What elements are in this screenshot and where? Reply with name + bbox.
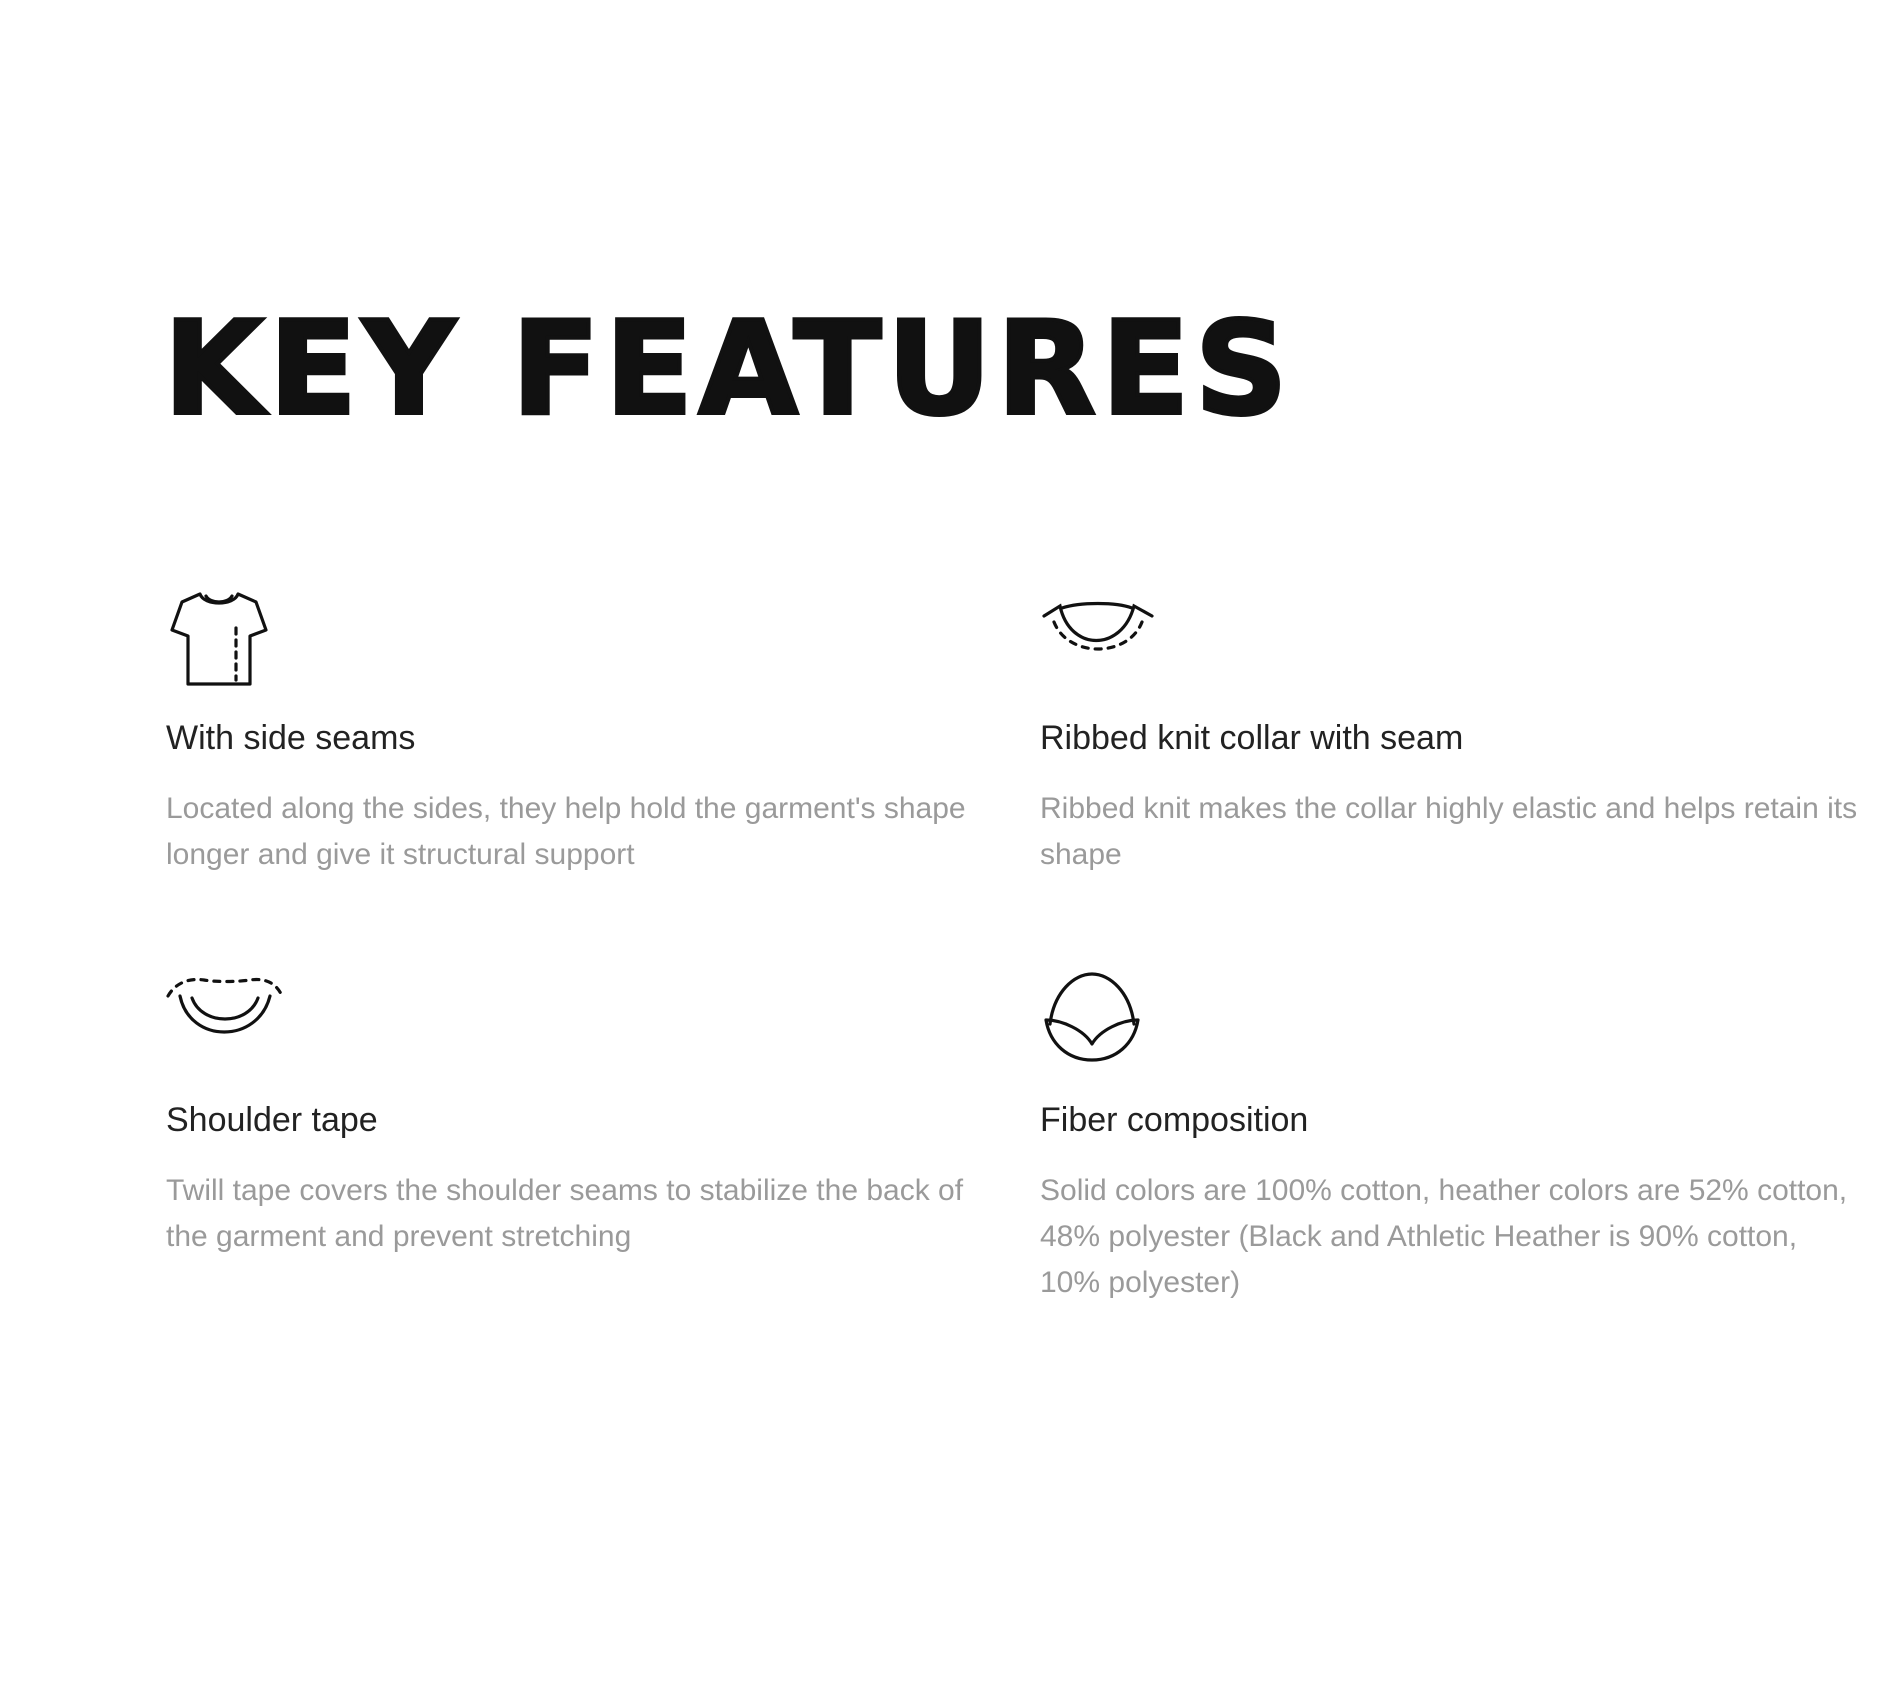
feature-heading: Ribbed knit collar with seam — [1040, 719, 1464, 757]
feature-ribbed-collar — [1040, 586, 1860, 871]
feature-description: Twill tape covers the shoulder seams to stabilize the back of the garment and prevent stretching — [166, 1174, 964, 1253]
feature-description: Solid colors are 100% cotton, heather colors are 52% cotton, 48% polyester (Black and Athletic Heather is 90% cotton, 10% polyester) — [1040, 1174, 1848, 1299]
page-title: KEY FEATURES — [164, 295, 1294, 444]
feature-heading: With side seams — [166, 719, 416, 757]
feature-description: Located along the sides, they help hold the garment's shape longer and give it structural support — [166, 792, 966, 871]
ribbed-collar-icon — [1040, 586, 1160, 696]
feature-heading: Fiber composition — [1040, 1101, 1309, 1139]
cotton-fiber-icon — [1040, 968, 1160, 1078]
feature-heading: Shoulder tape — [166, 1101, 378, 1139]
t-shirt-side-seam-icon — [166, 586, 286, 696]
feature-fiber-composition — [1040, 968, 1860, 1299]
feature-shoulder-tape — [166, 968, 986, 1253]
shoulder-tape-icon — [166, 968, 286, 1078]
feature-description: Ribbed knit makes the collar highly elastic and helps retain its shape — [1040, 792, 1858, 871]
feature-side-seams — [166, 586, 986, 871]
